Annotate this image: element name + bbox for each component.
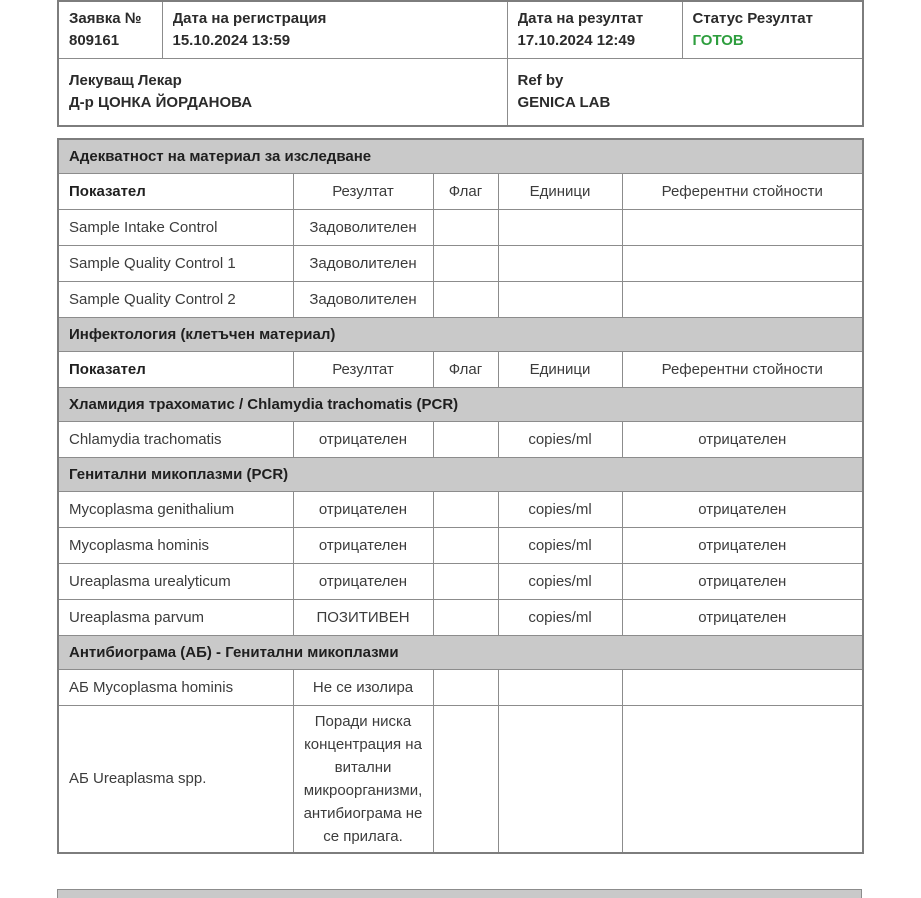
value-cell: Задоволителен — [293, 245, 433, 281]
registration-date-label: Дата на регистрация — [172, 10, 327, 27]
indicator-cell: Mycoplasma hominis — [58, 527, 293, 563]
registration-date-value: 15.10.2024 13:59 — [172, 32, 291, 49]
result-date-label: Дата на резултат — [517, 10, 644, 27]
column-header: Единици — [498, 351, 622, 387]
value-cell: отрицателен — [622, 491, 863, 527]
status-value: ГОТОВ — [692, 32, 744, 49]
value-cell — [433, 491, 498, 527]
column-header: Флаг — [433, 351, 498, 387]
indicator-cell: Mycoplasma genithalium — [58, 491, 293, 527]
registration-date-cell — [162, 1, 507, 59]
value-cell — [433, 209, 498, 245]
value-cell: отрицателен — [622, 599, 863, 635]
lab-results-table — [57, 138, 864, 854]
table-row — [58, 705, 863, 853]
indicator-cell: Ureaplasma parvum — [58, 599, 293, 635]
value-cell — [622, 209, 863, 245]
value-cell — [433, 669, 498, 705]
table-row — [58, 245, 863, 281]
status-cell — [682, 1, 863, 59]
value-cell: отрицателен — [622, 421, 863, 457]
value-cell: ПОЗИТИВЕН — [293, 599, 433, 635]
column-header: Референтни стойности — [622, 351, 863, 387]
refby-value: GENICA LAB — [517, 94, 611, 111]
table-row — [58, 209, 863, 245]
value-cell: copies/ml — [498, 599, 622, 635]
value-cell: отрицателен — [622, 563, 863, 599]
column-header-row — [58, 173, 863, 209]
section-title: Инфектология (клетъчен материал) — [58, 317, 863, 351]
value-cell — [433, 599, 498, 635]
indicator-cell: Chlamydia trachomatis — [58, 421, 293, 457]
table-row — [58, 421, 863, 457]
table-row — [58, 281, 863, 317]
table-row — [58, 527, 863, 563]
value-cell — [433, 705, 498, 853]
column-header: Резултат — [293, 173, 433, 209]
column-header-row — [58, 351, 863, 387]
request-number-cell — [58, 1, 162, 59]
indicator-cell: АБ Ureaplasma spp. — [58, 705, 293, 853]
value-cell — [433, 527, 498, 563]
value-cell — [622, 705, 863, 853]
status-label: Статус Резултат — [692, 10, 813, 27]
value-cell: Задоволителен — [293, 281, 433, 317]
result-date-value: 17.10.2024 12:49 — [517, 32, 636, 49]
value-cell — [498, 245, 622, 281]
value-cell — [498, 209, 622, 245]
value-cell — [498, 705, 622, 853]
section-title: Антибиограма (АБ) - Генитални микоплазми — [58, 635, 863, 669]
indicator-cell: Sample Quality Control 1 — [58, 245, 293, 281]
value-cell — [498, 281, 622, 317]
info-row-top — [58, 1, 863, 59]
value-cell — [622, 245, 863, 281]
value-cell — [622, 669, 863, 705]
table-row — [58, 599, 863, 635]
value-cell — [498, 669, 622, 705]
request-number-value: 809161 — [69, 32, 120, 49]
value-cell: Поради ниска концентрация на витални микроорганизми, антибиограма не се прилага. — [293, 705, 433, 853]
value-cell: отрицателен — [293, 491, 433, 527]
doctor-name: Д-р ЦОНКА ЙОРДАНОВА — [69, 94, 253, 111]
indicator-cell: Ureaplasma urealyticum — [58, 563, 293, 599]
section-title: Генитални микоплазми (PCR) — [58, 457, 863, 491]
refby-label: Ref by — [517, 72, 564, 89]
column-header: Показател — [58, 351, 293, 387]
value-cell: отрицателен — [293, 421, 433, 457]
indicator-cell: Sample Quality Control 2 — [58, 281, 293, 317]
value-cell — [433, 245, 498, 281]
column-header: Резултат — [293, 351, 433, 387]
section-header-row — [58, 457, 863, 491]
refby-cell — [507, 59, 863, 127]
result-date-cell — [507, 1, 682, 59]
value-cell: отрицателен — [293, 563, 433, 599]
info-row-bottom — [58, 59, 863, 127]
value-cell: copies/ml — [498, 527, 622, 563]
request-number-label: Заявка № — [69, 10, 142, 27]
report-info-table — [57, 0, 864, 127]
doctor-label: Лекуващ Лекар — [69, 72, 182, 89]
section-header-row — [58, 387, 863, 421]
value-cell: copies/ml — [498, 421, 622, 457]
section-header-row — [58, 635, 863, 669]
section-title: Хламидия трахоматис / Chlamydia trachomatis (PCR) — [58, 387, 863, 421]
indicator-cell: АБ Mycoplasma hominis — [58, 669, 293, 705]
next-section-partial-bar — [57, 889, 862, 898]
value-cell: copies/ml — [498, 563, 622, 599]
value-cell — [433, 281, 498, 317]
value-cell: Не се изолира — [293, 669, 433, 705]
section-title: Адекватност на материал за изследване — [58, 139, 863, 173]
section-header-row — [58, 317, 863, 351]
column-header: Единици — [498, 173, 622, 209]
lab-table-body — [58, 139, 863, 853]
table-row — [58, 491, 863, 527]
table-row — [58, 669, 863, 705]
value-cell — [622, 281, 863, 317]
section-header-row — [58, 139, 863, 173]
value-cell: Задоволителен — [293, 209, 433, 245]
value-cell — [433, 563, 498, 599]
column-header: Флаг — [433, 173, 498, 209]
doctor-cell — [58, 59, 507, 127]
column-header: Показател — [58, 173, 293, 209]
indicator-cell: Sample Intake Control — [58, 209, 293, 245]
value-cell: copies/ml — [498, 491, 622, 527]
table-row — [58, 563, 863, 599]
value-cell — [433, 421, 498, 457]
value-cell: отрицателен — [622, 527, 863, 563]
column-header: Референтни стойности — [622, 173, 863, 209]
value-cell: отрицателен — [293, 527, 433, 563]
